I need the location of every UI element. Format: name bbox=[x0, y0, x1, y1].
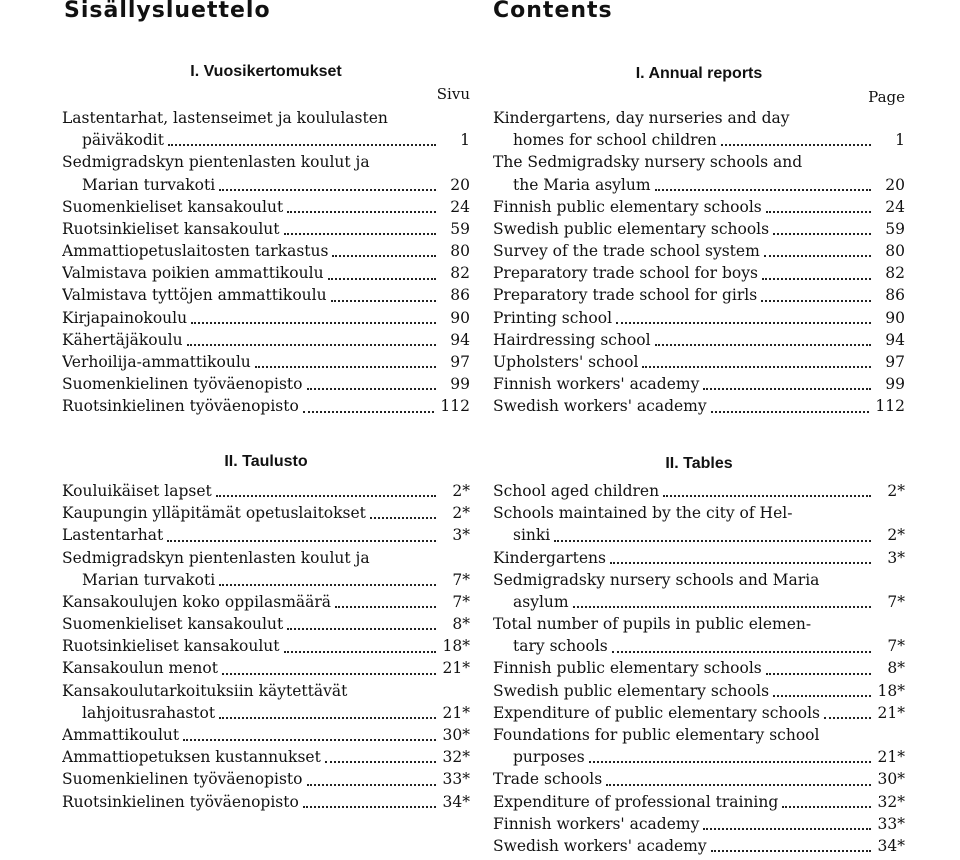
toc-entry bbox=[62, 791, 470, 813]
toc-entry-page: 86 bbox=[885, 286, 905, 305]
toc-entry-title: Kähertäjäkoulu bbox=[62, 330, 183, 349]
toc-entry-title: Hairdressing school bbox=[493, 330, 651, 349]
dot-leader bbox=[284, 649, 436, 653]
toc-entry bbox=[493, 791, 905, 813]
toc-entry bbox=[62, 285, 470, 307]
toc-entry-title: Kaupungin ylläpitämät opetuslaitokset bbox=[62, 504, 366, 523]
dot-leader bbox=[328, 276, 436, 280]
toc-entry-page: 33* bbox=[877, 814, 905, 833]
english-heading: Contents bbox=[493, 0, 613, 23]
toc-entry-title: Suomenkielinen työväenopisto bbox=[62, 770, 303, 789]
dot-leader bbox=[222, 671, 436, 675]
toc-entry bbox=[62, 174, 470, 196]
toc-entry bbox=[62, 262, 470, 284]
toc-entry-page: 7* bbox=[452, 592, 470, 611]
toc-entry-title: Swedish workers' academy bbox=[493, 397, 707, 416]
toc-entry-page: 2* bbox=[887, 526, 905, 545]
toc-entry-page: 7* bbox=[887, 592, 905, 611]
dot-leader bbox=[711, 848, 871, 852]
dot-leader bbox=[219, 582, 436, 586]
english-tables-title: II. Tables bbox=[665, 455, 733, 472]
toc-entry-title: Preparatory trade school for girls bbox=[493, 286, 758, 305]
english-page-label: Page bbox=[868, 88, 905, 106]
dot-leader bbox=[370, 515, 436, 519]
toc-entry-page: 32* bbox=[877, 792, 905, 811]
toc-entry-page: 24 bbox=[450, 197, 470, 216]
toc-entry-title: Kirjapainokoulu bbox=[62, 308, 188, 327]
dot-leader bbox=[335, 604, 436, 608]
dot-leader bbox=[554, 538, 871, 542]
dot-leader bbox=[616, 320, 871, 324]
toc-entry-page: 8* bbox=[452, 615, 470, 634]
toc-entry-page: 30* bbox=[442, 726, 470, 745]
dot-leader bbox=[612, 649, 871, 653]
toc-entry-title: the Maria asylum bbox=[513, 175, 651, 194]
toc-entry-title: lahjoitusrahastot bbox=[82, 703, 216, 722]
dot-leader bbox=[219, 187, 436, 191]
toc-entry bbox=[62, 395, 470, 417]
toc-entry bbox=[62, 524, 470, 546]
toc-entry-page: 94 bbox=[885, 330, 905, 349]
toc-entry-title: Lastentarhat bbox=[62, 526, 164, 545]
toc-entry-title: Ammattiopetuksen kustannukset bbox=[62, 748, 321, 767]
toc-entry-title: Upholsters' school bbox=[493, 353, 639, 372]
dot-leader bbox=[219, 715, 436, 719]
toc-entry-title: Lastentarhat, lastenseimet ja koululasten bbox=[62, 108, 388, 127]
toc-entry-title: Kansakoulutarkoituksiin käytettävät bbox=[62, 681, 348, 700]
toc-entry-page: 86 bbox=[450, 286, 470, 305]
toc-entry-page: 2* bbox=[452, 481, 470, 500]
toc-entry-title: Preparatory trade school for boys bbox=[493, 264, 758, 283]
dot-leader bbox=[721, 142, 871, 146]
toc-entry-page: 1 bbox=[460, 131, 470, 150]
dot-leader bbox=[303, 409, 435, 413]
toc-entry-page: 80 bbox=[885, 242, 905, 261]
toc-entry-title: Schools maintained by the city of Hel- bbox=[493, 504, 793, 523]
toc-entry-page: 2* bbox=[887, 481, 905, 500]
toc-entry-page: 7* bbox=[887, 637, 905, 656]
toc-entry-page: 97 bbox=[885, 353, 905, 372]
dot-leader bbox=[703, 386, 871, 390]
toc-entry bbox=[493, 502, 905, 524]
dot-leader bbox=[703, 826, 871, 830]
toc-entry-page: 21* bbox=[877, 703, 905, 722]
toc-entry-title: Total number of pupils in public elemen- bbox=[493, 615, 812, 634]
dot-leader bbox=[332, 253, 436, 257]
toc-entry-page: 59 bbox=[885, 219, 905, 238]
toc-entry-page: 33* bbox=[442, 770, 470, 789]
toc-entry-title: Swedish public elementary schools bbox=[493, 681, 770, 700]
dot-leader bbox=[303, 804, 436, 808]
toc-entry bbox=[493, 835, 905, 857]
dot-leader bbox=[573, 604, 871, 608]
dot-leader bbox=[773, 693, 871, 697]
toc-entry bbox=[62, 107, 470, 129]
dot-leader bbox=[824, 715, 871, 719]
toc-entry bbox=[62, 196, 470, 218]
dot-leader bbox=[655, 342, 871, 346]
dot-leader bbox=[287, 626, 436, 630]
toc-entry bbox=[62, 329, 470, 351]
toc-entry-title: Marian turvakoti bbox=[82, 570, 216, 589]
dot-leader bbox=[255, 364, 436, 368]
toc-entry-title: Ruotsinkieliset kansakoulut bbox=[62, 637, 280, 656]
toc-entry bbox=[493, 151, 905, 173]
finnish-tables-list bbox=[62, 480, 470, 813]
dot-leader bbox=[642, 364, 871, 368]
toc-entry-title: Verhoilija-ammattikoulu bbox=[62, 353, 251, 372]
toc-entry bbox=[493, 524, 905, 546]
toc-entry bbox=[493, 240, 905, 262]
dot-leader bbox=[766, 209, 871, 213]
toc-entry bbox=[62, 547, 470, 569]
toc-entry bbox=[493, 174, 905, 196]
toc-entry bbox=[493, 591, 905, 613]
toc-entry-title: Finnish public elementary schools bbox=[493, 197, 762, 216]
toc-entry-title: homes for school children bbox=[513, 131, 717, 150]
toc-entry-title: Sedmigradskyn pientenlasten koulut ja bbox=[62, 548, 370, 567]
toc-entry bbox=[493, 480, 905, 502]
toc-entry bbox=[493, 218, 905, 240]
toc-entry bbox=[493, 635, 905, 657]
toc-entry-page: 80 bbox=[450, 242, 470, 261]
toc-entry-title: sinki bbox=[513, 526, 551, 545]
english-annual-list bbox=[493, 107, 905, 418]
toc-entry bbox=[493, 746, 905, 768]
toc-entry-title: purposes bbox=[513, 748, 585, 767]
toc-entry bbox=[62, 768, 470, 790]
toc-entry bbox=[62, 591, 470, 613]
toc-entry-title: Finnish public elementary schools bbox=[493, 659, 762, 678]
toc-entry-page: 21* bbox=[877, 748, 905, 767]
toc-entry-page: 1 bbox=[895, 131, 905, 150]
toc-entry-page: 112 bbox=[875, 397, 905, 416]
toc-entry bbox=[62, 746, 470, 768]
dot-leader bbox=[331, 298, 436, 302]
dot-leader bbox=[287, 209, 436, 213]
toc-entry-title: Ruotsinkieliset kansakoulut bbox=[62, 219, 280, 238]
toc-entry-title: Expenditure of public elementary schools bbox=[493, 703, 820, 722]
toc-entry-page: 90 bbox=[450, 308, 470, 327]
dot-leader bbox=[766, 671, 871, 675]
toc-entry-page: 21* bbox=[442, 703, 470, 722]
toc-entry bbox=[62, 613, 470, 635]
toc-entry-page: 7* bbox=[452, 570, 470, 589]
toc-entry bbox=[62, 480, 470, 502]
toc-entry-title: Marian turvakoti bbox=[82, 175, 216, 194]
toc-entry bbox=[493, 680, 905, 702]
toc-entry-page: 8* bbox=[887, 659, 905, 678]
toc-entry bbox=[493, 351, 905, 373]
toc-entry bbox=[62, 373, 470, 395]
dot-leader bbox=[762, 276, 871, 280]
toc-entry bbox=[62, 724, 470, 746]
toc-entry-page: 34* bbox=[442, 792, 470, 811]
toc-entry-title: Suomenkieliset kansakoulut bbox=[62, 615, 284, 634]
toc-entry-page: 3* bbox=[452, 526, 470, 545]
dot-leader bbox=[191, 320, 436, 324]
toc-entry bbox=[493, 613, 905, 635]
dot-leader bbox=[216, 493, 436, 497]
dot-leader bbox=[773, 231, 871, 235]
finnish-heading: Sisällysluettelo bbox=[64, 0, 271, 23]
toc-entry bbox=[493, 813, 905, 835]
toc-entry-title: Suomenkieliset kansakoulut bbox=[62, 197, 284, 216]
toc-entry-title: Kindergartens bbox=[493, 548, 606, 567]
dot-leader bbox=[307, 782, 437, 786]
toc-entry bbox=[493, 702, 905, 724]
toc-entry bbox=[62, 218, 470, 240]
dot-leader bbox=[764, 253, 871, 257]
toc-entry-page: 30* bbox=[877, 770, 905, 789]
toc-entry bbox=[493, 307, 905, 329]
toc-entry bbox=[62, 658, 470, 680]
toc-entry-title: Printing school bbox=[493, 308, 613, 327]
toc-entry-page: 112 bbox=[440, 397, 470, 416]
toc-entry bbox=[493, 724, 905, 746]
toc-entry-page: 97 bbox=[450, 353, 470, 372]
toc-entry-page: 82 bbox=[450, 264, 470, 283]
toc-entry-title: päiväkodit bbox=[82, 131, 164, 150]
toc-entry-page: 59 bbox=[450, 219, 470, 238]
toc-entry-page: 99 bbox=[885, 375, 905, 394]
toc-entry-page: 21* bbox=[442, 659, 470, 678]
toc-entry-title: Finnish workers' academy bbox=[493, 375, 700, 394]
toc-entry-title: School aged children bbox=[493, 481, 660, 500]
toc-entry-title: Ammattikoulut bbox=[62, 726, 180, 745]
toc-entry-title: Finnish workers' academy bbox=[493, 814, 700, 833]
toc-entry bbox=[62, 680, 470, 702]
dot-leader bbox=[183, 737, 436, 741]
toc-entry-title: Ruotsinkielinen työväenopisto bbox=[62, 792, 299, 811]
toc-entry bbox=[493, 107, 905, 129]
finnish-page-label: Sivu bbox=[436, 85, 470, 103]
dot-leader bbox=[325, 759, 436, 763]
toc-entry-page: 18* bbox=[442, 637, 470, 656]
dot-leader bbox=[711, 409, 870, 413]
toc-entry-page: 32* bbox=[442, 748, 470, 767]
toc-entry-title: Kansakoulun menot bbox=[62, 659, 218, 678]
dot-leader bbox=[167, 538, 436, 542]
finnish-annual-title: I. Vuosikertomukset bbox=[190, 63, 342, 80]
toc-entry-title: Kouluikäiset lapset bbox=[62, 481, 212, 500]
toc-entry bbox=[493, 569, 905, 591]
toc-entry bbox=[62, 502, 470, 524]
english-tables-list bbox=[493, 480, 905, 857]
toc-entry bbox=[62, 569, 470, 591]
finnish-annual-list bbox=[62, 107, 470, 418]
toc-entry bbox=[62, 307, 470, 329]
finnish-tables-title: II. Taulusto bbox=[224, 453, 308, 470]
toc-entry bbox=[493, 658, 905, 680]
toc-entry-title: Kansakoulujen koko oppilasmäärä bbox=[62, 592, 332, 611]
toc-entry bbox=[493, 768, 905, 790]
toc-entry bbox=[493, 395, 905, 417]
toc-entry-page: 2* bbox=[452, 504, 470, 523]
toc-entry-page: 82 bbox=[885, 264, 905, 283]
toc-entry bbox=[493, 262, 905, 284]
toc-entry-page: 94 bbox=[450, 330, 470, 349]
toc-entry-page: 34* bbox=[877, 836, 905, 855]
dot-leader bbox=[782, 804, 871, 808]
toc-entry-page: 3* bbox=[887, 548, 905, 567]
toc-entry bbox=[493, 547, 905, 569]
toc-entry bbox=[493, 329, 905, 351]
toc-entry-title: tary schools bbox=[513, 637, 608, 656]
toc-entry bbox=[62, 351, 470, 373]
toc-entry-title: The Sedmigradsky nursery schools and bbox=[493, 153, 803, 172]
dot-leader bbox=[187, 342, 436, 346]
toc-entry bbox=[493, 129, 905, 151]
toc-entry bbox=[62, 129, 470, 151]
dot-leader bbox=[655, 187, 871, 191]
toc-entry bbox=[493, 373, 905, 395]
dot-leader bbox=[284, 231, 436, 235]
dot-leader bbox=[168, 142, 436, 146]
dot-leader bbox=[761, 298, 871, 302]
toc-entry-title: Foundations for public elementary school bbox=[493, 726, 820, 745]
toc-entry-title: asylum bbox=[513, 592, 569, 611]
toc-entry bbox=[62, 151, 470, 173]
toc-entry-page: 24 bbox=[885, 197, 905, 216]
toc-entry-title: Ruotsinkielinen työväenopisto bbox=[62, 397, 299, 416]
toc-entry-title: Swedish workers' academy bbox=[493, 836, 707, 855]
dot-leader bbox=[307, 386, 437, 390]
toc-entry-title: Valmistava poikien ammattikoulu bbox=[62, 264, 324, 283]
toc-entry-title: Trade schools bbox=[493, 770, 603, 789]
toc-entry-title: Expenditure of professional training bbox=[493, 792, 779, 811]
toc-entry bbox=[493, 196, 905, 218]
toc-entry bbox=[62, 702, 470, 724]
toc-entry-title: Survey of the trade school system bbox=[493, 242, 760, 261]
toc-entry bbox=[493, 285, 905, 307]
toc-entry-page: 99 bbox=[450, 375, 470, 394]
toc-entry-page: 18* bbox=[877, 681, 905, 700]
toc-entry-title: Swedish public elementary schools bbox=[493, 219, 770, 238]
toc-entry-title: Sedmigradskyn pientenlasten koulut ja bbox=[62, 153, 370, 172]
toc-entry-title: Sedmigradsky nursery schools and Maria bbox=[493, 570, 820, 589]
toc-entry-page: 20 bbox=[450, 175, 470, 194]
english-annual-title: I. Annual reports bbox=[635, 65, 763, 82]
toc-entry bbox=[62, 635, 470, 657]
toc-entry-title: Valmistava tyttöjen ammattikoulu bbox=[62, 286, 327, 305]
toc-entry-page: 90 bbox=[885, 308, 905, 327]
toc-entry-title: Ammattiopetuslaitosten tarkastus bbox=[62, 242, 329, 261]
toc-entry bbox=[62, 240, 470, 262]
dot-leader bbox=[606, 782, 871, 786]
dot-leader bbox=[589, 759, 871, 763]
toc-entry-title: Suomenkielinen työväenopisto bbox=[62, 375, 303, 394]
toc-entry-title: Kindergartens, day nurseries and day bbox=[493, 108, 790, 127]
dot-leader bbox=[610, 560, 871, 564]
toc-entry-page: 20 bbox=[885, 175, 905, 194]
dot-leader bbox=[663, 493, 871, 497]
